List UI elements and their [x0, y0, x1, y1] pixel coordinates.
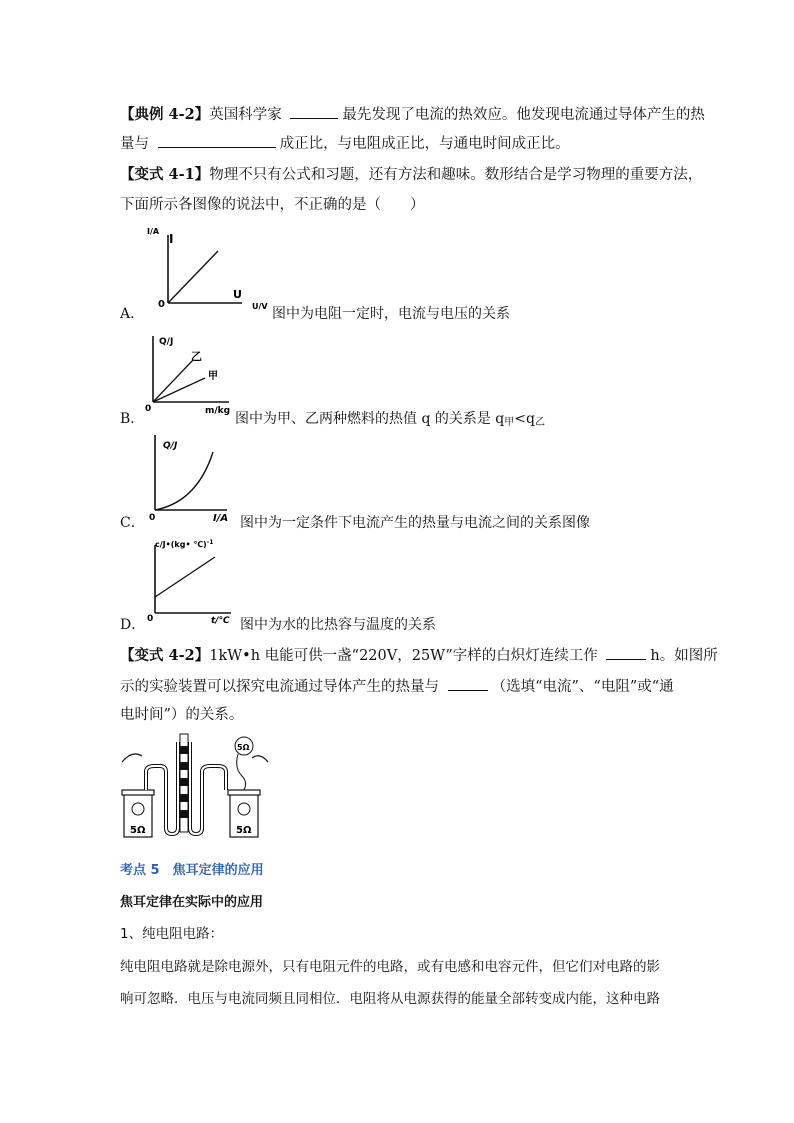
section-subheading: 焦耳定律在实际中的应用 — [120, 895, 264, 910]
option-a-text: 图中为电阻一定时，电流与电压的关系 — [272, 306, 510, 322]
text: 1kW•h 电能可供一盏“220V，25W”字样的白炽灯连续工作 — [209, 648, 598, 664]
variant-tag: 【变式 4-1】 — [120, 166, 210, 183]
apparatus-diagram — [118, 732, 273, 842]
graph-b — [145, 330, 245, 420]
graph-b-origin: 0 — [145, 404, 152, 414]
graph-d-xaxis: t/℃ — [211, 616, 230, 626]
graph-a-ylabel: I — [169, 232, 174, 246]
answer-blank[interactable] — [290, 104, 338, 119]
graph-b-yaxis: Q/J — [159, 337, 174, 347]
text: h。如图所 — [650, 648, 718, 664]
answer-blank[interactable] — [606, 645, 646, 660]
text: 英国科学家 — [209, 107, 282, 123]
graph-a — [147, 225, 268, 320]
variant-4-2-line3 — [120, 705, 243, 725]
answer-blank[interactable] — [158, 133, 276, 148]
text: 物理不只有公式和习题，还有方法和趣味。数形结合是学习物理的重要方法， — [209, 167, 703, 183]
graph-b-line-jia: 甲 — [208, 371, 218, 382]
text: 电时间”）的关系。 — [120, 707, 244, 723]
text: <q — [514, 411, 535, 427]
answer-blank[interactable] — [448, 676, 488, 691]
option-d-text: 图中为水的比热容与温度的关系 — [240, 617, 436, 633]
option-b-text — [235, 408, 545, 428]
text: （选填“电流”、“电阻”或“通 — [491, 679, 674, 695]
variant-tag: 【变式 4-2】 — [120, 647, 210, 664]
graph-c-origin: 0 — [149, 513, 156, 523]
variant-4-1-line2 — [120, 195, 425, 215]
graph-d — [145, 535, 255, 627]
example-4-2-line2 — [120, 133, 570, 154]
subscript-yi: 乙 — [534, 417, 545, 428]
subscript-jia: 甲 — [504, 417, 515, 428]
example-tag: 【典例 4-2】 — [120, 106, 210, 123]
text: 下面所示各图像的说法中，不正确的是（ ） — [120, 197, 425, 213]
variant-4-2-line2 — [120, 676, 674, 697]
text: 示的实验装置可以探究电流通过导体产生的热量与 — [120, 679, 439, 695]
option-b-letter[interactable]: B． — [120, 411, 145, 427]
graph-a-xlabel: U — [233, 288, 242, 301]
paragraph-line2: 响可忽略．电压与电流同频且同相位．电阻将从电源获得的能量全部转变成内能，这种电路 — [120, 991, 660, 1007]
graph-d-yaxis: c/J•(kg• ℃)$^{-1}$ — [155, 539, 214, 549]
text: 最先发现了电流的热效应。他发现电流通过导体产生的热 — [342, 107, 705, 123]
option-a-letter[interactable]: A． — [120, 306, 145, 322]
variant-4-2-line1 — [120, 645, 718, 666]
graph-c — [145, 430, 245, 525]
text: 成正比，与电阻成正比，与通电时间成正比。 — [279, 136, 570, 152]
section-heading: 考点 5 焦耳定律的应用 — [120, 863, 264, 878]
option-c-letter[interactable]: C． — [120, 515, 145, 531]
graph-b-line-yi: 乙 — [191, 350, 202, 363]
external-resistor-label: 5Ω — [237, 743, 250, 752]
right-resistor-label: 5Ω — [236, 825, 252, 836]
graph-a-yaxis: I/A — [147, 227, 160, 236]
graph-b-xaxis: m/kg — [205, 406, 231, 416]
paragraph-line1: 纯电阻电路就是除电源外，只有电阻元件的电路，或有电感和电容元件，但它们对电路的影 — [120, 959, 660, 975]
graph-a-origin: 0 — [158, 299, 165, 310]
option-d-letter[interactable]: D． — [120, 617, 146, 633]
graph-a-xaxis: U/V — [252, 302, 268, 311]
example-4-2-line1 — [120, 104, 705, 125]
graph-d-origin: 0 — [147, 614, 154, 624]
text: 图中为甲、乙两种燃料的热值 q 的关系是 q — [235, 411, 505, 427]
text: 量与 — [120, 136, 149, 152]
left-resistor-label: 5Ω — [130, 825, 146, 836]
variant-4-1-line1 — [120, 165, 702, 185]
option-c-text: 图中为一定条件下电流产生的热量与电流之间的关系图像 — [240, 515, 590, 531]
item-1-title: 1、纯电阻电路： — [120, 926, 224, 942]
graph-c-xaxis: I/A — [213, 513, 229, 524]
graph-c-yaxis: Q/J — [163, 441, 178, 451]
